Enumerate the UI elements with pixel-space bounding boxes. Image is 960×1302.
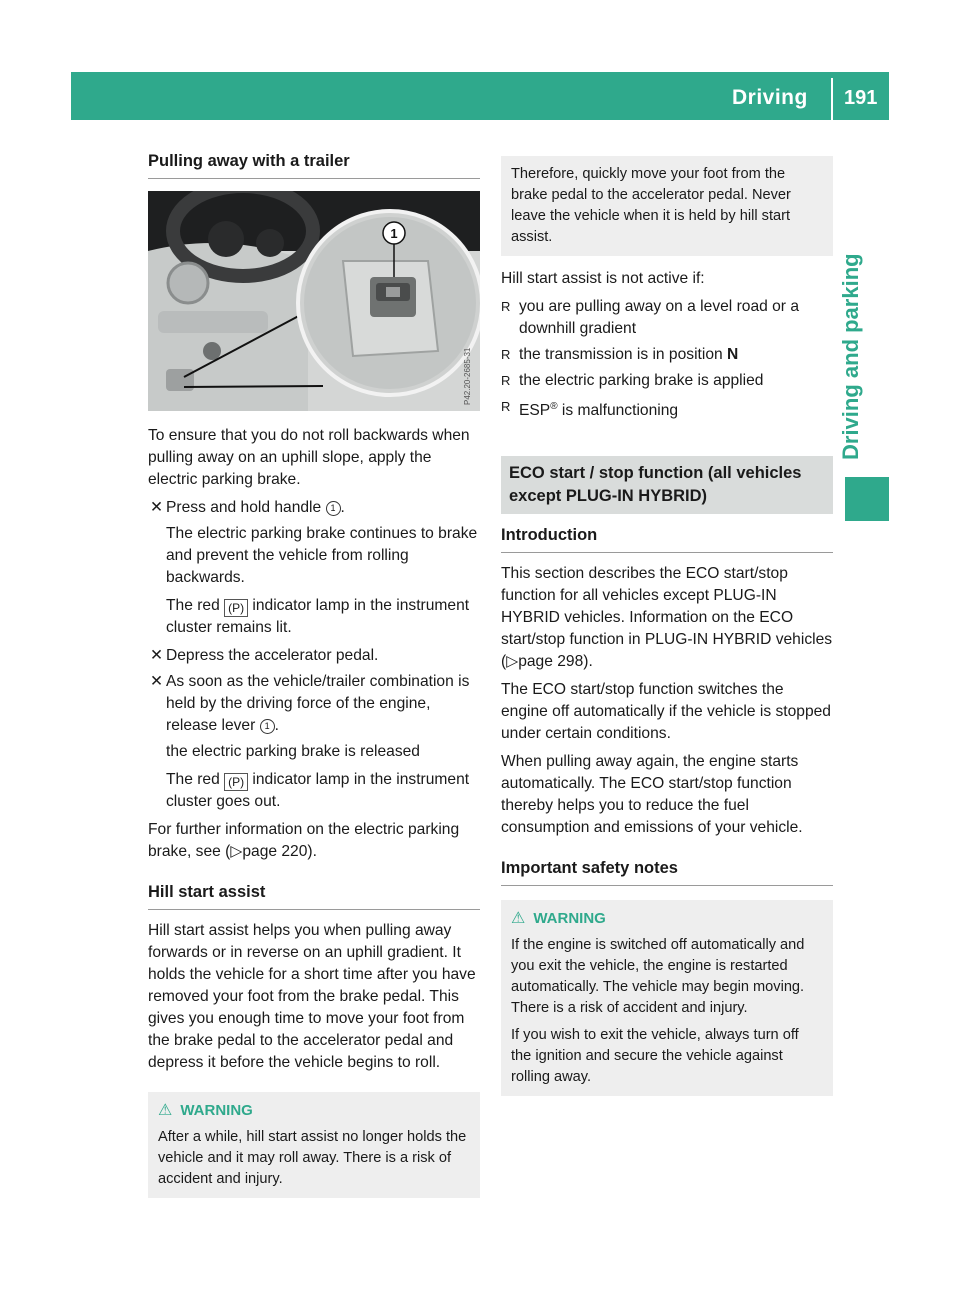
- hill-start-paragraph: Hill start assist helps you when pulling away forwards or in reverse on an uphill gradient. It holds the vehicle for a short time after you have removed your foot from the brake pedal. This gives you enough time to move your foot from the brake pedal to the accelerator pedal and depress it before the vehicle begins to roll.: [148, 922, 476, 1071]
- registered-mark: ®: [550, 401, 558, 412]
- warning-triangle-icon: ⚠: [511, 910, 526, 928]
- eco-intro-end: ).: [583, 653, 593, 671]
- photo-illustration: [148, 191, 480, 411]
- bullet-4-text: is malfunctioning: [557, 402, 679, 420]
- heading-safety-notes: Important safety notes: [501, 857, 833, 886]
- not-active-lead: Hill start assist is not active if:: [501, 270, 705, 287]
- step-1-end: .: [340, 499, 345, 516]
- warning-text-1: If the engine is switched off automatically and you exit the vehicle, the engine is restarted automatically. The vehicle may begin moving. There is a risk of accident and injury.: [511, 937, 805, 1017]
- step-3-result-2: [148, 769, 480, 813]
- eco-switch-paragraph: The ECO start/stop function switches the engine off automatically if the vehicle is stopped under certain conditions.: [501, 681, 831, 743]
- page-number: 191: [844, 87, 878, 109]
- bullet-icon: R: [501, 399, 511, 414]
- bullet-1-text: you are pulling away on a level road or a downhill gradient: [519, 298, 799, 337]
- bullet-4-esp: ESP: [519, 402, 551, 420]
- page-ref-220[interactable]: page 220: [242, 843, 308, 860]
- step-1-text: Press and hold handle: [166, 499, 326, 516]
- position-n: N: [727, 346, 739, 363]
- hill-start-continuation-box: Therefore, quickly move your foot from the brake pedal to the accelerator pedal. Never leave the vehicle when it is held by hill start assist.: [501, 156, 833, 256]
- step-3-end: .: [274, 717, 279, 734]
- chapter-marker: [845, 477, 889, 521]
- further-info: [148, 819, 480, 863]
- heading-introduction: Introduction: [501, 524, 833, 553]
- section-title: Driving: [732, 86, 808, 109]
- eco-intro-text: This section describes the ECO start/stop function for all vehicles except PLUG-IN HYBRID vehicles. Information on the ECO start/stop function in PLUG-IN HYBRID vehicles (: [501, 565, 833, 671]
- further-info-text: For further information on the electric parking brake, see (: [148, 821, 460, 860]
- right-column: [501, 150, 833, 1096]
- step-3-text: As soon as the vehicle/trailer combination is held by the driving force of the engine, release lever: [166, 673, 470, 734]
- step-3-result-2b: indicator lamp in the instrument cluster goes out.: [166, 771, 470, 810]
- bullet-3: [501, 370, 833, 392]
- bullet-4: [501, 396, 833, 422]
- step-marker-icon: ✕: [150, 673, 164, 690]
- step-1-result-2b: indicator lamp in the instrument cluster remains lit.: [166, 597, 470, 636]
- heading-trailer: Pulling away with a trailer: [148, 150, 480, 179]
- warning-box-hill: [148, 1092, 480, 1198]
- parking-brake-lamp-icon: (P): [224, 599, 248, 617]
- bullet-2: [501, 344, 833, 366]
- step-marker-icon: ✕: [150, 647, 164, 664]
- bullet-3-text: the electric parking brake is applied: [519, 372, 764, 389]
- parking-brake-lamp-icon: (P): [224, 773, 248, 791]
- step-3-result-1: the electric parking brake is released: [166, 743, 420, 760]
- step-1-result-2: [148, 595, 480, 639]
- bullet-2-text: the transmission is in position: [519, 346, 728, 363]
- left-column: [148, 150, 480, 1198]
- heading-hill-start: Hill start assist: [148, 881, 480, 910]
- warning-title: [158, 1100, 470, 1121]
- step-2-text: Depress the accelerator pedal.: [166, 647, 379, 664]
- intro-paragraph: To ensure that you do not roll backwards when pulling away on an uphill slope, apply the electric parking brake.: [148, 427, 470, 488]
- warning-text: After a while, hill start assist no longer holds the vehicle and it may roll away. There is a risk of accident and injury.: [158, 1129, 467, 1187]
- step-marker-icon: ✕: [150, 499, 164, 516]
- header-divider: [831, 78, 833, 120]
- step-1-result-2a: The red: [166, 597, 225, 614]
- eco-restart-paragraph: When pulling away again, the engine starts automatically. The ECO start/stop function thereby helps you to reduce the fuel consumption and emissions of your vehicle.: [501, 753, 803, 837]
- warning-title: [511, 908, 823, 929]
- photo-code: P42.20-2685-31: [463, 347, 472, 405]
- warning-label: WARNING: [533, 910, 606, 928]
- eco-section-heading: ECO start / stop function (all vehicles except PLUG-IN HYBRID): [501, 456, 833, 514]
- step-3: [148, 671, 480, 737]
- chapter-label: Driving and parking: [838, 253, 863, 460]
- callout-1-icon: 1: [326, 501, 341, 516]
- warning-label: WARNING: [180, 1102, 253, 1119]
- bullet-icon: R: [501, 347, 511, 362]
- bullet-1: [501, 296, 833, 340]
- page-ref-298[interactable]: page 298: [518, 653, 584, 671]
- step-1: [148, 497, 480, 519]
- callout-1-icon: 1: [260, 719, 275, 734]
- page-ref-arrow-icon: ▷: [506, 653, 519, 671]
- photo-callout-label: 1: [390, 226, 398, 241]
- step-3-result-2a: The red: [166, 771, 225, 788]
- warning-box-eco: [501, 900, 833, 1096]
- page-ref-arrow-icon: ▷: [230, 843, 243, 860]
- bullet-icon: R: [501, 373, 511, 388]
- bullet-icon: R: [501, 299, 511, 314]
- eco-intro-paragraph: [501, 563, 833, 673]
- parking-brake-photo: [148, 191, 480, 411]
- warning-triangle-icon: ⚠: [158, 1102, 173, 1119]
- further-info-end: ).: [307, 843, 317, 860]
- warning-text-2: If you wish to exit the vehicle, always turn off the ignition and secure the vehicle against rolling away.: [511, 1027, 799, 1086]
- step-1-result-1: The electric parking brake continues to brake and prevent the vehicle from rolling backwards.: [166, 525, 478, 586]
- step-2: [148, 645, 480, 667]
